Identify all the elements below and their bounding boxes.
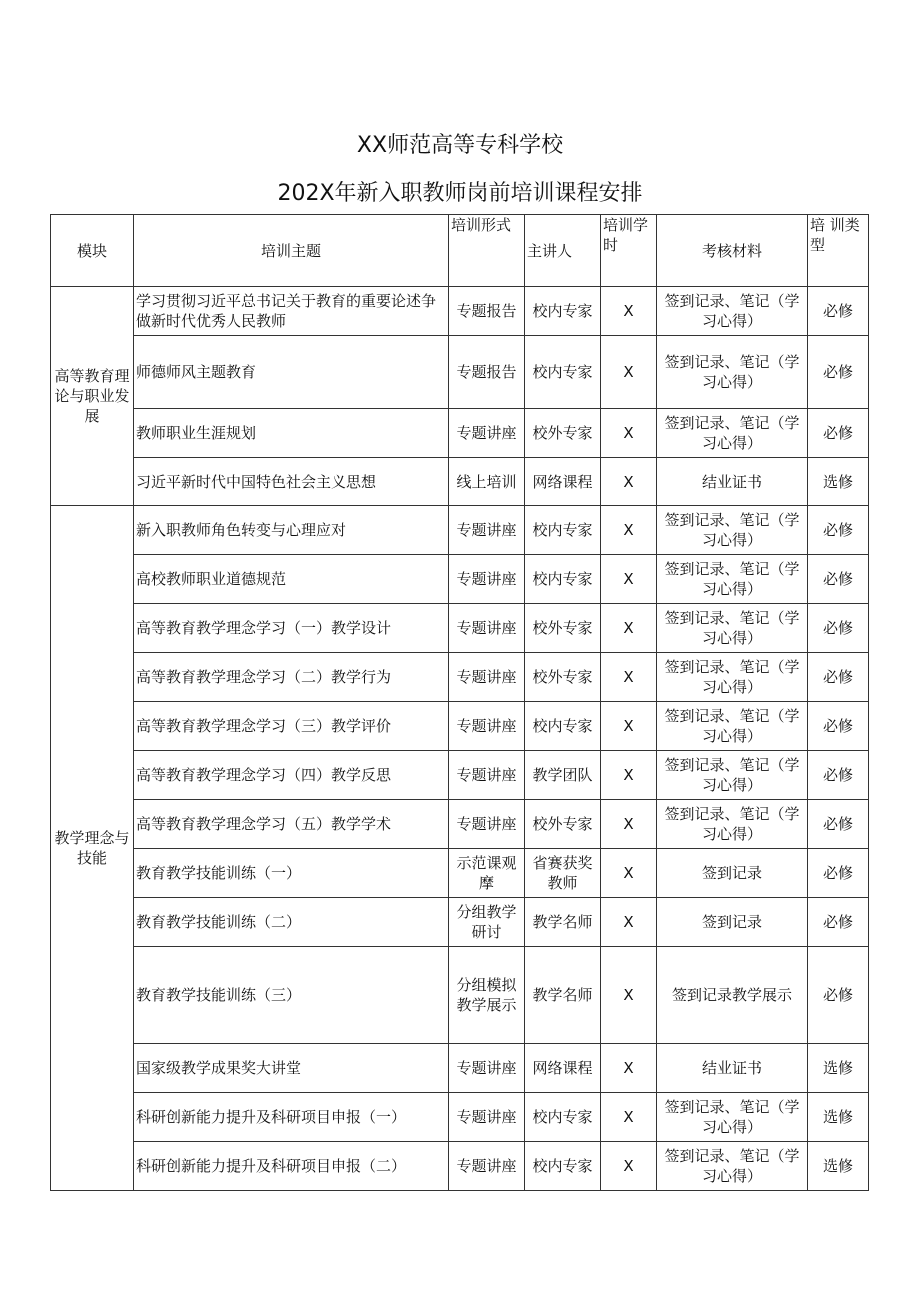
table-row: [51, 1093, 869, 1142]
table-cell-hours: X: [601, 506, 657, 555]
table-cell-hours: X: [601, 1044, 657, 1093]
table-cell-hours: X: [601, 555, 657, 604]
table-cell-type: 选修: [808, 1142, 869, 1191]
table-cell-hours: X: [601, 947, 657, 1044]
table-cell-assessment: 签到记录、笔记（学习心得）: [657, 653, 808, 702]
table-cell-assessment: 签到记录、笔记（学习心得）: [657, 506, 808, 555]
table-cell-form: 专题讲座: [449, 1142, 525, 1191]
table-cell-topic: 高等教育教学理念学习（二）教学行为: [134, 653, 449, 702]
table-cell-form: 专题讲座: [449, 506, 525, 555]
table-cell-topic: 师德师风主题教育: [134, 336, 449, 409]
table-cell-type: 选修: [808, 1093, 869, 1142]
table-cell-speaker: 校内专家: [525, 336, 601, 409]
table-cell-assessment: 签到记录、笔记（学习心得）: [657, 555, 808, 604]
table-cell-topic: 习近平新时代中国特色社会主义思想: [134, 458, 449, 506]
table-row: [51, 336, 869, 409]
table-cell-speaker: 网络课程: [525, 458, 601, 506]
table-cell-topic: 高等教育教学理念学习（一）教学设计: [134, 604, 449, 653]
table-cell-topic: 教育教学技能训练（一）: [134, 849, 449, 898]
table-cell-form: 专题讲座: [449, 653, 525, 702]
header-speaker: 主讲人: [525, 215, 601, 287]
header-module: 模块: [51, 215, 134, 287]
table-cell-type: 必修: [808, 702, 869, 751]
table-cell-type: 选修: [808, 1044, 869, 1093]
table-cell-assessment: 签到记录、笔记（学习心得）: [657, 800, 808, 849]
schedule-title: 202X年新入职教师岗前培训课程安排: [277, 181, 643, 206]
table-cell-hours: X: [601, 849, 657, 898]
table-cell-type: 必修: [808, 506, 869, 555]
table-cell-assessment: 签到记录: [657, 849, 808, 898]
table-cell-topic: 教育教学技能训练（三）: [134, 947, 449, 1044]
training-schedule-table: [50, 214, 869, 1191]
header-hours: 培训学时: [601, 215, 657, 287]
table-header-row: [51, 215, 869, 287]
table-cell-hours: X: [601, 751, 657, 800]
table-cell-type: 必修: [808, 336, 869, 409]
table-cell-speaker: 教学名师: [525, 898, 601, 947]
table-cell-hours: X: [601, 800, 657, 849]
table-cell-assessment: 签到记录: [657, 898, 808, 947]
table-cell-speaker: 校内专家: [525, 1093, 601, 1142]
table-cell-type: 必修: [808, 287, 869, 336]
table-cell-speaker: 校内专家: [525, 506, 601, 555]
table-cell-assessment: 签到记录、笔记（学习心得）: [657, 702, 808, 751]
table-cell-form: 专题报告: [449, 336, 525, 409]
table-cell-assessment: 签到记录、笔记（学习心得）: [657, 287, 808, 336]
school-title: XX师范高等专科学校: [356, 133, 564, 158]
table-cell-speaker: 教学团队: [525, 751, 601, 800]
table-row: [51, 458, 869, 506]
table-cell-speaker: 校内专家: [525, 1142, 601, 1191]
table-cell-type: 必修: [808, 604, 869, 653]
table-cell-form: 专题讲座: [449, 751, 525, 800]
table-row: [51, 1044, 869, 1093]
table-cell-topic: 学习贯彻习近平总书记关于教育的重要论述争做新时代优秀人民教师: [134, 287, 449, 336]
table-cell-form: 专题讲座: [449, 604, 525, 653]
table-cell-type: 必修: [808, 751, 869, 800]
table-cell-assessment: 签到记录、笔记（学习心得）: [657, 751, 808, 800]
header-assessment: 考核材料: [657, 215, 808, 287]
table-cell-speaker: 省赛获奖教师: [525, 849, 601, 898]
table-cell-form: 分组教学研讨: [449, 898, 525, 947]
table-row: [51, 506, 869, 555]
table-cell-speaker: 校内专家: [525, 287, 601, 336]
table-cell-speaker: 校内专家: [525, 702, 601, 751]
table-row: [51, 947, 869, 1044]
table-cell-speaker: 校外专家: [525, 800, 601, 849]
table-cell-assessment: 签到记录、笔记（学习心得）: [657, 336, 808, 409]
table-row: [51, 849, 869, 898]
table-cell-hours: X: [601, 336, 657, 409]
table-row: [51, 653, 869, 702]
table-cell-type: 必修: [808, 555, 869, 604]
table-cell-speaker: 校外专家: [525, 409, 601, 458]
table-cell-form: 专题讲座: [449, 1093, 525, 1142]
table-cell-speaker: 校外专家: [525, 604, 601, 653]
table-cell-topic: 国家级教学成果奖大讲堂: [134, 1044, 449, 1093]
table-cell-topic: 科研创新能力提升及科研项目申报（二）: [134, 1142, 449, 1191]
table-cell-type: 必修: [808, 653, 869, 702]
table-cell-form: 专题报告: [449, 287, 525, 336]
table-cell-hours: X: [601, 653, 657, 702]
table-cell-topic: 新入职教师角色转变与心理应对: [134, 506, 449, 555]
table-cell-form: 专题讲座: [449, 409, 525, 458]
table-cell-hours: X: [601, 1142, 657, 1191]
header-type: 培 训类型: [808, 215, 869, 287]
table-cell-assessment: 签到记录、笔记（学习心得）: [657, 409, 808, 458]
table-cell-topic: 教师职业生涯规划: [134, 409, 449, 458]
table-row: [51, 287, 869, 336]
table-cell-hours: X: [601, 287, 657, 336]
table-cell-assessment: 签到记录教学展示: [657, 947, 808, 1044]
module-cell: 高等教育理论与职业发展: [51, 287, 134, 506]
table-cell-form: 专题讲座: [449, 800, 525, 849]
table-cell-speaker: 校内专家: [525, 555, 601, 604]
table-cell-hours: X: [601, 604, 657, 653]
table-cell-topic: 高等教育教学理念学习（五）教学学术: [134, 800, 449, 849]
table-cell-assessment: 结业证书: [657, 458, 808, 506]
table-cell-form: 线上培训: [449, 458, 525, 506]
table-cell-topic: 科研创新能力提升及科研项目申报（一）: [134, 1093, 449, 1142]
table-cell-hours: X: [601, 702, 657, 751]
table-cell-form: 专题讲座: [449, 1044, 525, 1093]
table-cell-topic: 教育教学技能训练（二）: [134, 898, 449, 947]
table-cell-assessment: 签到记录、笔记（学习心得）: [657, 604, 808, 653]
table-cell-assessment: 签到记录、笔记（学习心得）: [657, 1142, 808, 1191]
table-cell-form: 示范课观摩: [449, 849, 525, 898]
table-row: [51, 409, 869, 458]
table-cell-topic: 高等教育教学理念学习（三）教学评价: [134, 702, 449, 751]
table-cell-form: 分组模拟教学展示: [449, 947, 525, 1044]
table-cell-speaker: 网络课程: [525, 1044, 601, 1093]
table-cell-type: 必修: [808, 409, 869, 458]
table-cell-speaker: 教学名师: [525, 947, 601, 1044]
table-row: [51, 898, 869, 947]
table-row: [51, 800, 869, 849]
table-row: [51, 702, 869, 751]
table-cell-form: 专题讲座: [449, 702, 525, 751]
module-cell: 教学理念与技能: [51, 506, 134, 1191]
table-cell-assessment: 签到记录、笔记（学习心得）: [657, 1093, 808, 1142]
table-cell-topic: 高等教育教学理念学习（四）教学反思: [134, 751, 449, 800]
table-row: [51, 604, 869, 653]
table-cell-assessment: 结业证书: [657, 1044, 808, 1093]
table-row: [51, 751, 869, 800]
header-topic: 培训主题: [134, 215, 449, 287]
table-cell-type: 必修: [808, 947, 869, 1044]
table-row: [51, 1142, 869, 1191]
table-cell-topic: 高校教师职业道德规范: [134, 555, 449, 604]
table-cell-hours: X: [601, 458, 657, 506]
table-cell-type: 选修: [808, 458, 869, 506]
header-form: 培训形式: [449, 215, 525, 287]
table-cell-type: 必修: [808, 898, 869, 947]
table-row: [51, 555, 869, 604]
table-cell-hours: X: [601, 898, 657, 947]
table-cell-speaker: 校外专家: [525, 653, 601, 702]
table-cell-hours: X: [601, 1093, 657, 1142]
table-cell-hours: X: [601, 409, 657, 458]
table-cell-type: 必修: [808, 849, 869, 898]
table-cell-form: 专题讲座: [449, 555, 525, 604]
table-cell-type: 必修: [808, 800, 869, 849]
